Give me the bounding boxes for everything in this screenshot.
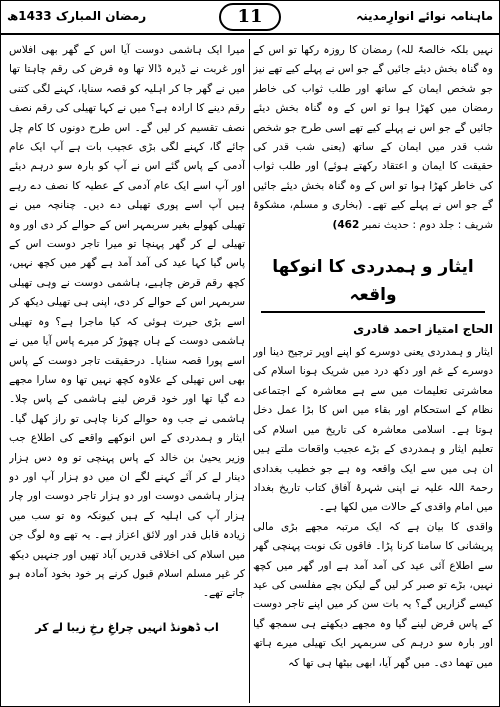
left-column — [9, 41, 245, 701]
closing-verse: اب ڈھونڈ انہیں چراغِ رخِ زیبا لے کر — [35, 620, 219, 634]
hadith-reference: 462) — [332, 218, 360, 231]
magazine-title: ماہنامہ نوائے انوارِمدینہ — [356, 9, 493, 23]
right-column — [253, 41, 493, 701]
issue-date: رمضان المبارک 1433ھ — [7, 9, 147, 23]
column-divider — [249, 39, 250, 703]
page-number: 11 — [219, 3, 281, 31]
article-paragraph-1: ایثار و ہمدردی یعنی دوسرے کو اپنے اوپر ترجیح دینا اور دوسرے کے غم اور دکھ درد میں شریک ہونا اسلام کی معاشرتی تعلیمات میں سے ہے معاشرہ کے اجتماعی نظام کے استحکام اور بقاء میں اس کا بڑا عمل دخل ہوتا ہے۔ اسلامی معاشرہ کی تاریخ میں اسلام کی تعلیم ایثار و ہمدردی کے بڑے عجیب واقعات ملتے ہیں ان ہی میں سے ایک واقعہ وہ ہے جو خطیب بغدادی رحمۃ اللہ علیہ نے اپنی شہرۂ آفاق کتاب تاریخ بغداد میں امام واقدی کے حالات میں لکھا ہے۔ — [253, 346, 493, 514]
article-paragraph-2: واقدی کا بیان ہے کہ ایک مرتبہ مجھے بڑی مالی پریشانی کا سامنا کرنا پڑا۔ فاقوں تک نوبت پہنچی گھر سے اطلاع آئی عید کی آمد آمد ہے اور گھر میں کچھ نہیں، بڑے تو صبر کر لیں گے لیکن بچے مفلسی کی عید کیسے گزاریں گے؟ یہ بات سن کر میں اپنے تاجر دوست کے پاس قرض لینے گیا وہ مجھے دیکھتے ہی سمجھ گیا اور بارہ سو درہم کی سربمہر ایک تھیلی میرے ہاتھ میں تھما دی۔ میں گھر آیا، ابھی بیٹھا ہی تھا کہ — [253, 520, 493, 669]
article-title: ایثار و ہمدردی کا انوکھا واقعہ — [272, 257, 474, 306]
title-underline — [261, 311, 485, 313]
page-header — [1, 1, 500, 35]
article-paragraph-3: میرا ایک ہاشمی دوست آیا اس کے گھر بھی افلاس اور غربت نے ڈیرہ ڈالا تھا وہ قرض کی رقم چاہتا تھا میں نے گھر جا کر اہلیہ کو قصہ سنایا، کہنے لگی کتنی رقم دینے کا ارادہ ہے؟ میں نے کہا تھیلی کی رقم نصف نصف تقسیم کر لیں گے۔ اس طرح دونوں کا کام چل جائے گا، کہنے لگی بڑی عجیب بات ہے آپ ایک عام آدمی کے پاس گئے اس نے آپ کو بارہ سو درہم دیئے اور آپ اسے ایک عام آدمی کے عطیہ کا نصف دے رہے ہیں آپ اسے پوری تھیلی دے دیں۔ چنانچہ میں نے تھیلی کھولے بغیر سربمہر اس کے حوالے کر دی اور وہ تھیلی لے کر گھر پہنچا تو میرا تاجر دوست اس کے پاس گیا کہا عید کی آمد آمد ہے گھر میں کچھ نہیں، کچھ رقم قرض چاہیے، ہاشمی دوست نے وہی تھیلی سربمہر اس کے حوالے کر دی، اپنی ہی تھیلی دیکھ کر اسے بڑی حیرت ہوئی کہ کیا ماجرا ہے؟ وہ تھیلی ہاشمی دوست کے ہاں چھوڑ کر میرے پاس آیا میں نے اسے پورا قصہ سنایا۔ درحقیقت تاجر دوست کے پاس بھی اس تھیلی کے علاوہ کچھ نہیں تھا وہ سارا مجھے دے گیا تھا اور خود قرض لینے ہاشمی کے پاس چلا۔ ہاشمی نے جب وہ حوالے کرنا چاہی تو راز کھل گیا۔ ایثار و ہمدردی کے اس انوکھے واقعے کی اطلاع جب وزیر یحییٰ بن خالد کے پاس پہنچی تو وہ دس ہزار دینار لے کر آئے کہنے لگے ان میں دو ہزار آپ اور دو ہزار ہاشمی دوست اور دو ہزار تاجر دوست اور چار ہزار آپ کی اہلیہ کے ہیں کیونکہ وہ تو سب میں زیادہ قابل قدر اور لائق اعزاز ہے۔ یہ تھے وہ لوگ جن میں اسلام کی اخلاقی قدریں آباد تھیں اور جنہیں دیکھ کر غیر مسلم اسلام قبول کرنے پر خود بخود آمادہ ہو جاتے تھے۔ — [9, 44, 245, 600]
article-author: الحاج امتیاز احمد قادری — [353, 322, 493, 337]
hadith-paragraph: نہیں بلکہ خالصۃً للہ) رمضان کا روزہ رکھا تو اس کے وہ گناہ بخش دیئے جائیں گے جو اس نے پہلے کیے تھے نیز جو شخص ایمان کے ساتھ اور طلب ثواب کی خاطر رمضان میں کھڑا ہوا تو اس کے وہ گناہ بخش دیئے جائیں گے جو اس نے پہلے کیے تھے اسی طرح جو شخص شب قدر میں ایمان کے ساتھ (یعنی شب قدر کی حقیقت کا ایمان و اعتقاد رکھتے ہوئے) اور طلب ثواب کی خاطر کھڑا ہوا تو اس کے وہ گناہ بخش دیئے جائیں گے جو اس نے پہلے کیے تھے۔ (بخاری و مسلم، مشکوۃ شریف : جلد دوم : حدیث نمبر 462) — [253, 44, 493, 231]
